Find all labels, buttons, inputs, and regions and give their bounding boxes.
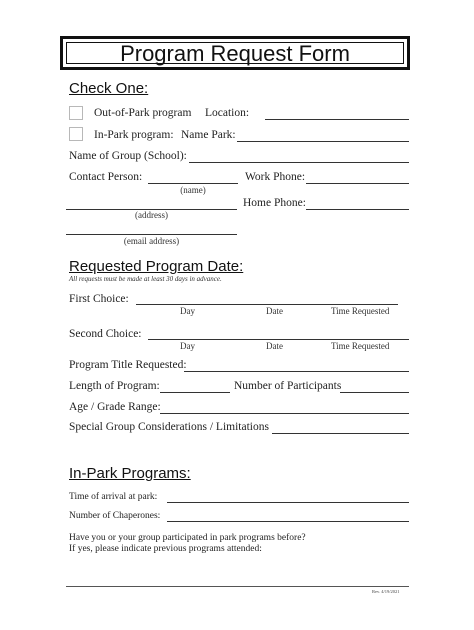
length-of-program-field[interactable] (160, 392, 230, 393)
work-phone-field[interactable] (306, 183, 409, 184)
second-date-caption: Date (266, 341, 283, 351)
first-choice-field[interactable] (136, 304, 398, 305)
in-park-programs-heading: In-Park Programs: (69, 465, 191, 482)
out-of-park-label: Out-of-Park program (94, 107, 192, 119)
advance-notice: All requests must be made at least 30 days in advance. (69, 275, 222, 283)
chaperones-field[interactable] (167, 521, 409, 522)
home-phone-label: Home Phone: (243, 197, 306, 209)
check-one-heading: Check One: (69, 80, 149, 97)
second-choice-label: Second Choice: (69, 328, 142, 340)
location-label: Location: (205, 107, 250, 119)
revision-date: Rev. 4/19/2021 (372, 589, 400, 594)
in-park-checkbox[interactable] (69, 127, 83, 141)
participants-label: Number of Participants (234, 380, 342, 392)
previous-programs-prompt: If yes, please indicate previous programs attended: (69, 544, 262, 554)
name-park-field[interactable] (237, 141, 409, 142)
participants-field[interactable] (340, 392, 409, 393)
name-park-label: Name Park: (181, 129, 236, 141)
special-considerations-label: Special Group Considerations / Limitations (69, 421, 269, 433)
email-field[interactable] (66, 234, 237, 235)
title-box (60, 36, 410, 70)
name-caption: (name) (180, 185, 206, 195)
first-time-caption: Time Requested (331, 306, 390, 316)
second-time-caption: Time Requested (331, 341, 390, 351)
name-of-group-field[interactable] (189, 162, 409, 163)
arrival-time-field[interactable] (167, 502, 409, 503)
second-day-caption: Day (180, 341, 195, 351)
arrival-time-label: Time of arrival at park: (69, 492, 158, 502)
program-title-field[interactable] (184, 371, 409, 372)
requested-date-heading: Requested Program Date: (69, 258, 244, 275)
age-grade-label: Age / Grade Range: (69, 401, 161, 413)
location-field[interactable] (265, 119, 409, 120)
home-phone-field[interactable] (306, 209, 409, 210)
first-date-caption: Date (266, 306, 283, 316)
participated-question: Have you or your group participated in park programs before? (69, 533, 306, 543)
program-title-label: Program Title Requested: (69, 359, 187, 371)
work-phone-label: Work Phone: (245, 171, 306, 183)
second-choice-field[interactable] (148, 339, 409, 340)
first-day-caption: Day (180, 306, 195, 316)
address-caption: (address) (135, 210, 168, 220)
chaperones-label: Number of Chaperones: (69, 511, 161, 521)
length-of-program-label: Length of Program: (69, 380, 160, 392)
age-grade-field[interactable] (160, 413, 409, 414)
out-of-park-checkbox[interactable] (69, 106, 83, 120)
in-park-label: In-Park program: (94, 129, 174, 141)
footer-rule (66, 586, 409, 587)
email-caption: (email address) (123, 236, 180, 246)
contact-person-field[interactable] (148, 183, 238, 184)
contact-person-label: Contact Person: (69, 171, 143, 183)
name-of-group-label: Name of Group (School): (69, 150, 187, 162)
special-considerations-field[interactable] (272, 433, 409, 434)
first-choice-label: First Choice: (69, 293, 129, 305)
page-title: Program Request Form (120, 41, 350, 66)
